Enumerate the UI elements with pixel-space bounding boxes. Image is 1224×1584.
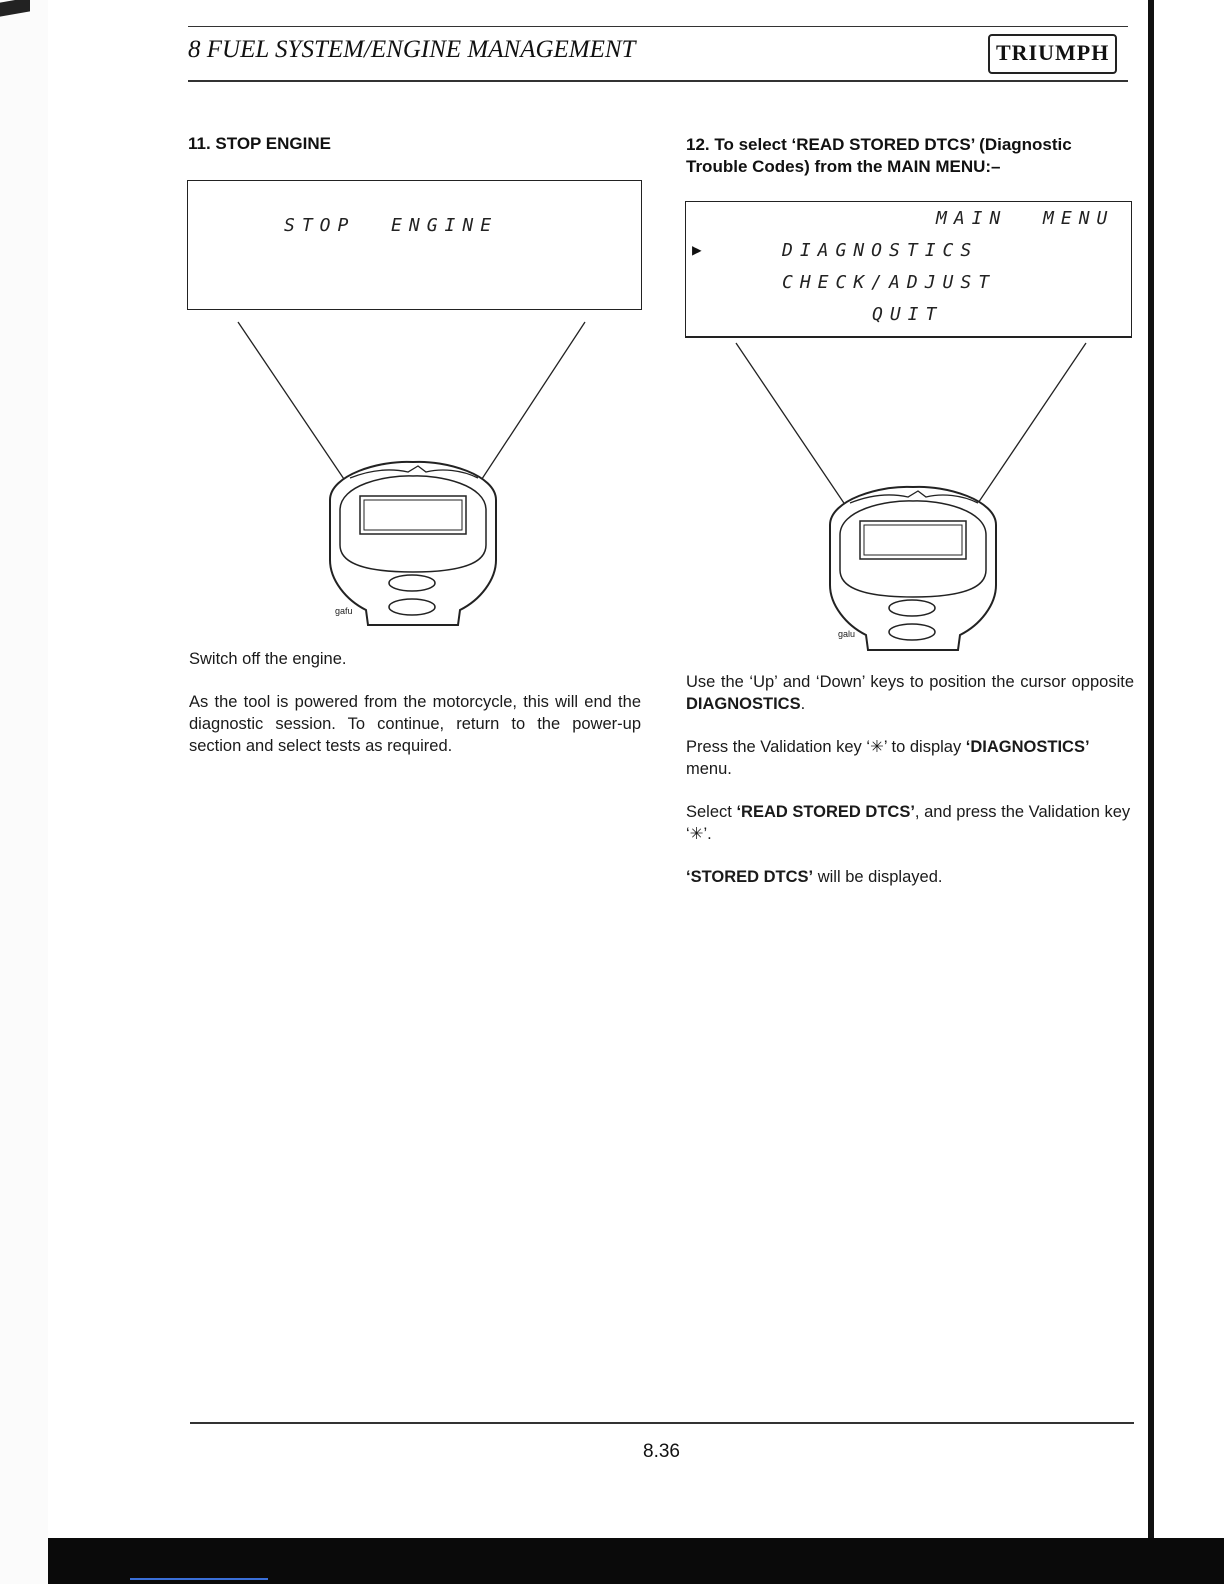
lcd-screen-stop-engine xyxy=(187,180,642,310)
step-11-heading: 11. STOP ENGINE xyxy=(188,134,331,153)
page-number: 8.36 xyxy=(643,1441,680,1462)
diagnostic-tool-illustration xyxy=(680,335,1140,665)
paragraph-press-validation: Press the Validation key ‘✳’ to display ‘DIAGNOSTICS’ menu. xyxy=(686,738,1090,778)
step-12-heading: 12. To select ‘READ STORED DTCS’ (Diagnostic Trouble Codes) from the MAIN MENU:– xyxy=(686,135,1072,176)
tool-caption: gafu xyxy=(335,606,353,616)
tool-caption: galu xyxy=(838,629,856,639)
paragraph-stored-dtcs: ‘STORED DTCS’ will be displayed. xyxy=(686,868,943,886)
page-title: 8 FUEL SYSTEM/ENGINE MANAGEMENT xyxy=(188,36,636,63)
paragraph-switch-off: Switch off the engine. xyxy=(189,650,347,668)
diagnostic-tool-illustration xyxy=(180,310,640,640)
lcd-menu-item-check-adjust: CHECK/ADJUST xyxy=(782,272,997,293)
lcd-menu-item-diagnostics: DIAGNOSTICS xyxy=(782,240,979,261)
paragraph-select-read-stored: Select ‘READ STORED DTCS’, and press the Validation key ‘✳’. xyxy=(686,803,1131,843)
lcd-menu-item-quit: QUIT xyxy=(872,304,944,325)
header-rule-bottom xyxy=(188,80,1128,82)
scan-bottom-edge xyxy=(48,1538,1224,1584)
cursor-arrow-icon: ▶ xyxy=(692,240,702,259)
footer-rule xyxy=(190,1422,1134,1424)
lcd-line: STOP ENGINE xyxy=(284,215,499,236)
paragraph-use-keys: Use the ‘Up’ and ‘Down’ keys to position the cursor opposite DIAGNOSTICS. xyxy=(686,673,1134,713)
scan-right-margin xyxy=(1154,0,1224,1584)
header-rule-top xyxy=(188,26,1128,27)
lcd-menu-title: MAIN MENU xyxy=(936,208,1115,229)
lcd-screen-main-menu xyxy=(685,201,1132,338)
triumph-logo: TRIUMPH xyxy=(988,34,1117,74)
paragraph-powered-from-motorcycle: As the tool is powered from the motorcycle, this will end the diagnostic session. To continue, return to the power-up section and select tests as required. xyxy=(189,693,641,755)
scan-left-margin xyxy=(0,0,48,1584)
